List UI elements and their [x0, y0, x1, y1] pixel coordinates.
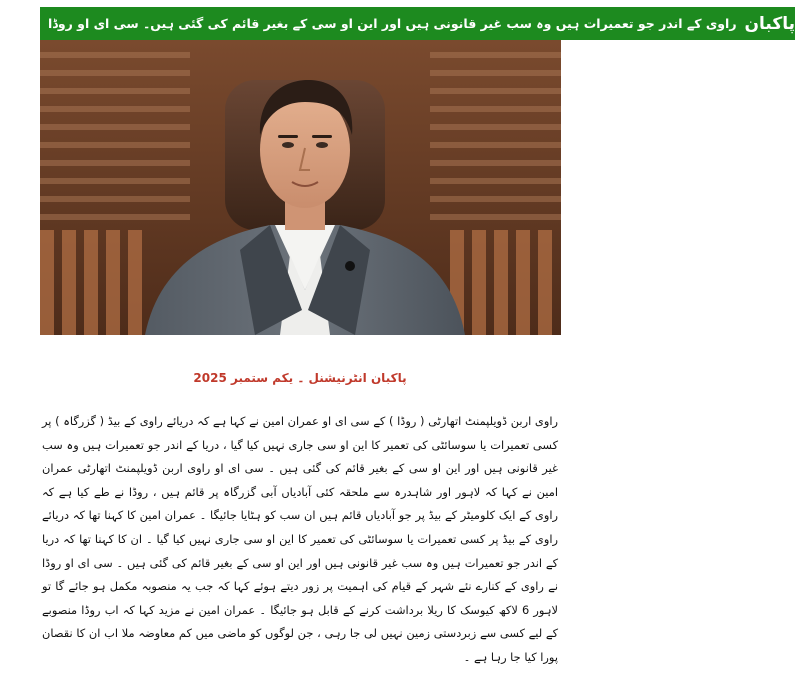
article-photo — [40, 40, 561, 335]
article-body: راوی اربن ڈویلپمنٹ اتھارٹی ( روڈا ) کے سی ای او عمران امین نے کہا ہے کہ دریائے راوی کے بیڈ ( گزرگاہ ) پر کسی تعمیرات یا سوسائٹی کی تعمیر کا این او سی جاری نہیں کیا گیا ، دریا کے اندر جو تعمیرات ہیں وہ سب غیر قانونی ہیں اور این او سی کے بغیر قائم کی گئی ہیں ۔ سی ای او راوی اربن ڈویلپمنٹ اتھارٹی عمران امین نے کہا کہ لاہور اور شاہدرہ سے ملحقہ کئی آبادیاں آبی گزرگاہ پر قائم ہیں ، روڈا نے طے کیا ہے کہ راوی کے ایک کلومیٹر کے بیڈ پر جو آبادیاں قائم ہیں ان سب کو ہٹایا جائیگا ۔ عمران امین کا کہنا تھا کہ دریائے راوی کے بیڈ پر کسی تعمیرات یا سوسائٹی کی تعمیر کا این او سی جاری نہیں کیا گیا ۔ ان کا کہنا تھا کہ دریا کے اندر جو تعمیرات ہیں وہ سب غیر قانونی ہیں اور این او سی کے بغیر قائم کی گئی ہیں ۔ سی ای او روڈا نے راوی کے کنارے نئے شہر کے قیام کی اہمیت پر زور دیتے ہوئے کہا کہ جب یہ منصوبہ مکمل ہو جائے گا تو لاہور 6 لاکھ کیوسک کا ریلا برداشت کرنے کے قابل ہو جائیگا ۔ عمران امین نے مزید کہا کہ اب روڈا منصوبے کے لیے کسی سے زبردستی زمین نہیں لی جا رہی ، جن لوگوں کو ماضی میں کم معاوضہ ملا اب ان کا نقصان پورا کیا جا رہا ہے ۔ — [42, 414, 558, 664]
headline-banner — [40, 7, 795, 40]
article-dateline: پاکبان انٹرنیشنل ۔ یکم ستمبر 2025 — [193, 371, 407, 385]
headline-text: راوی کے اندر جو تعمیرات ہیں وہ سب غیر قانونی ہیں اور این او سی کے بغیر قائم کی گئی ہیں۔ سی ای او روڈا — [40, 7, 745, 40]
brand-logo: پاکبان — [745, 7, 795, 40]
portrait-illustration — [40, 40, 561, 335]
